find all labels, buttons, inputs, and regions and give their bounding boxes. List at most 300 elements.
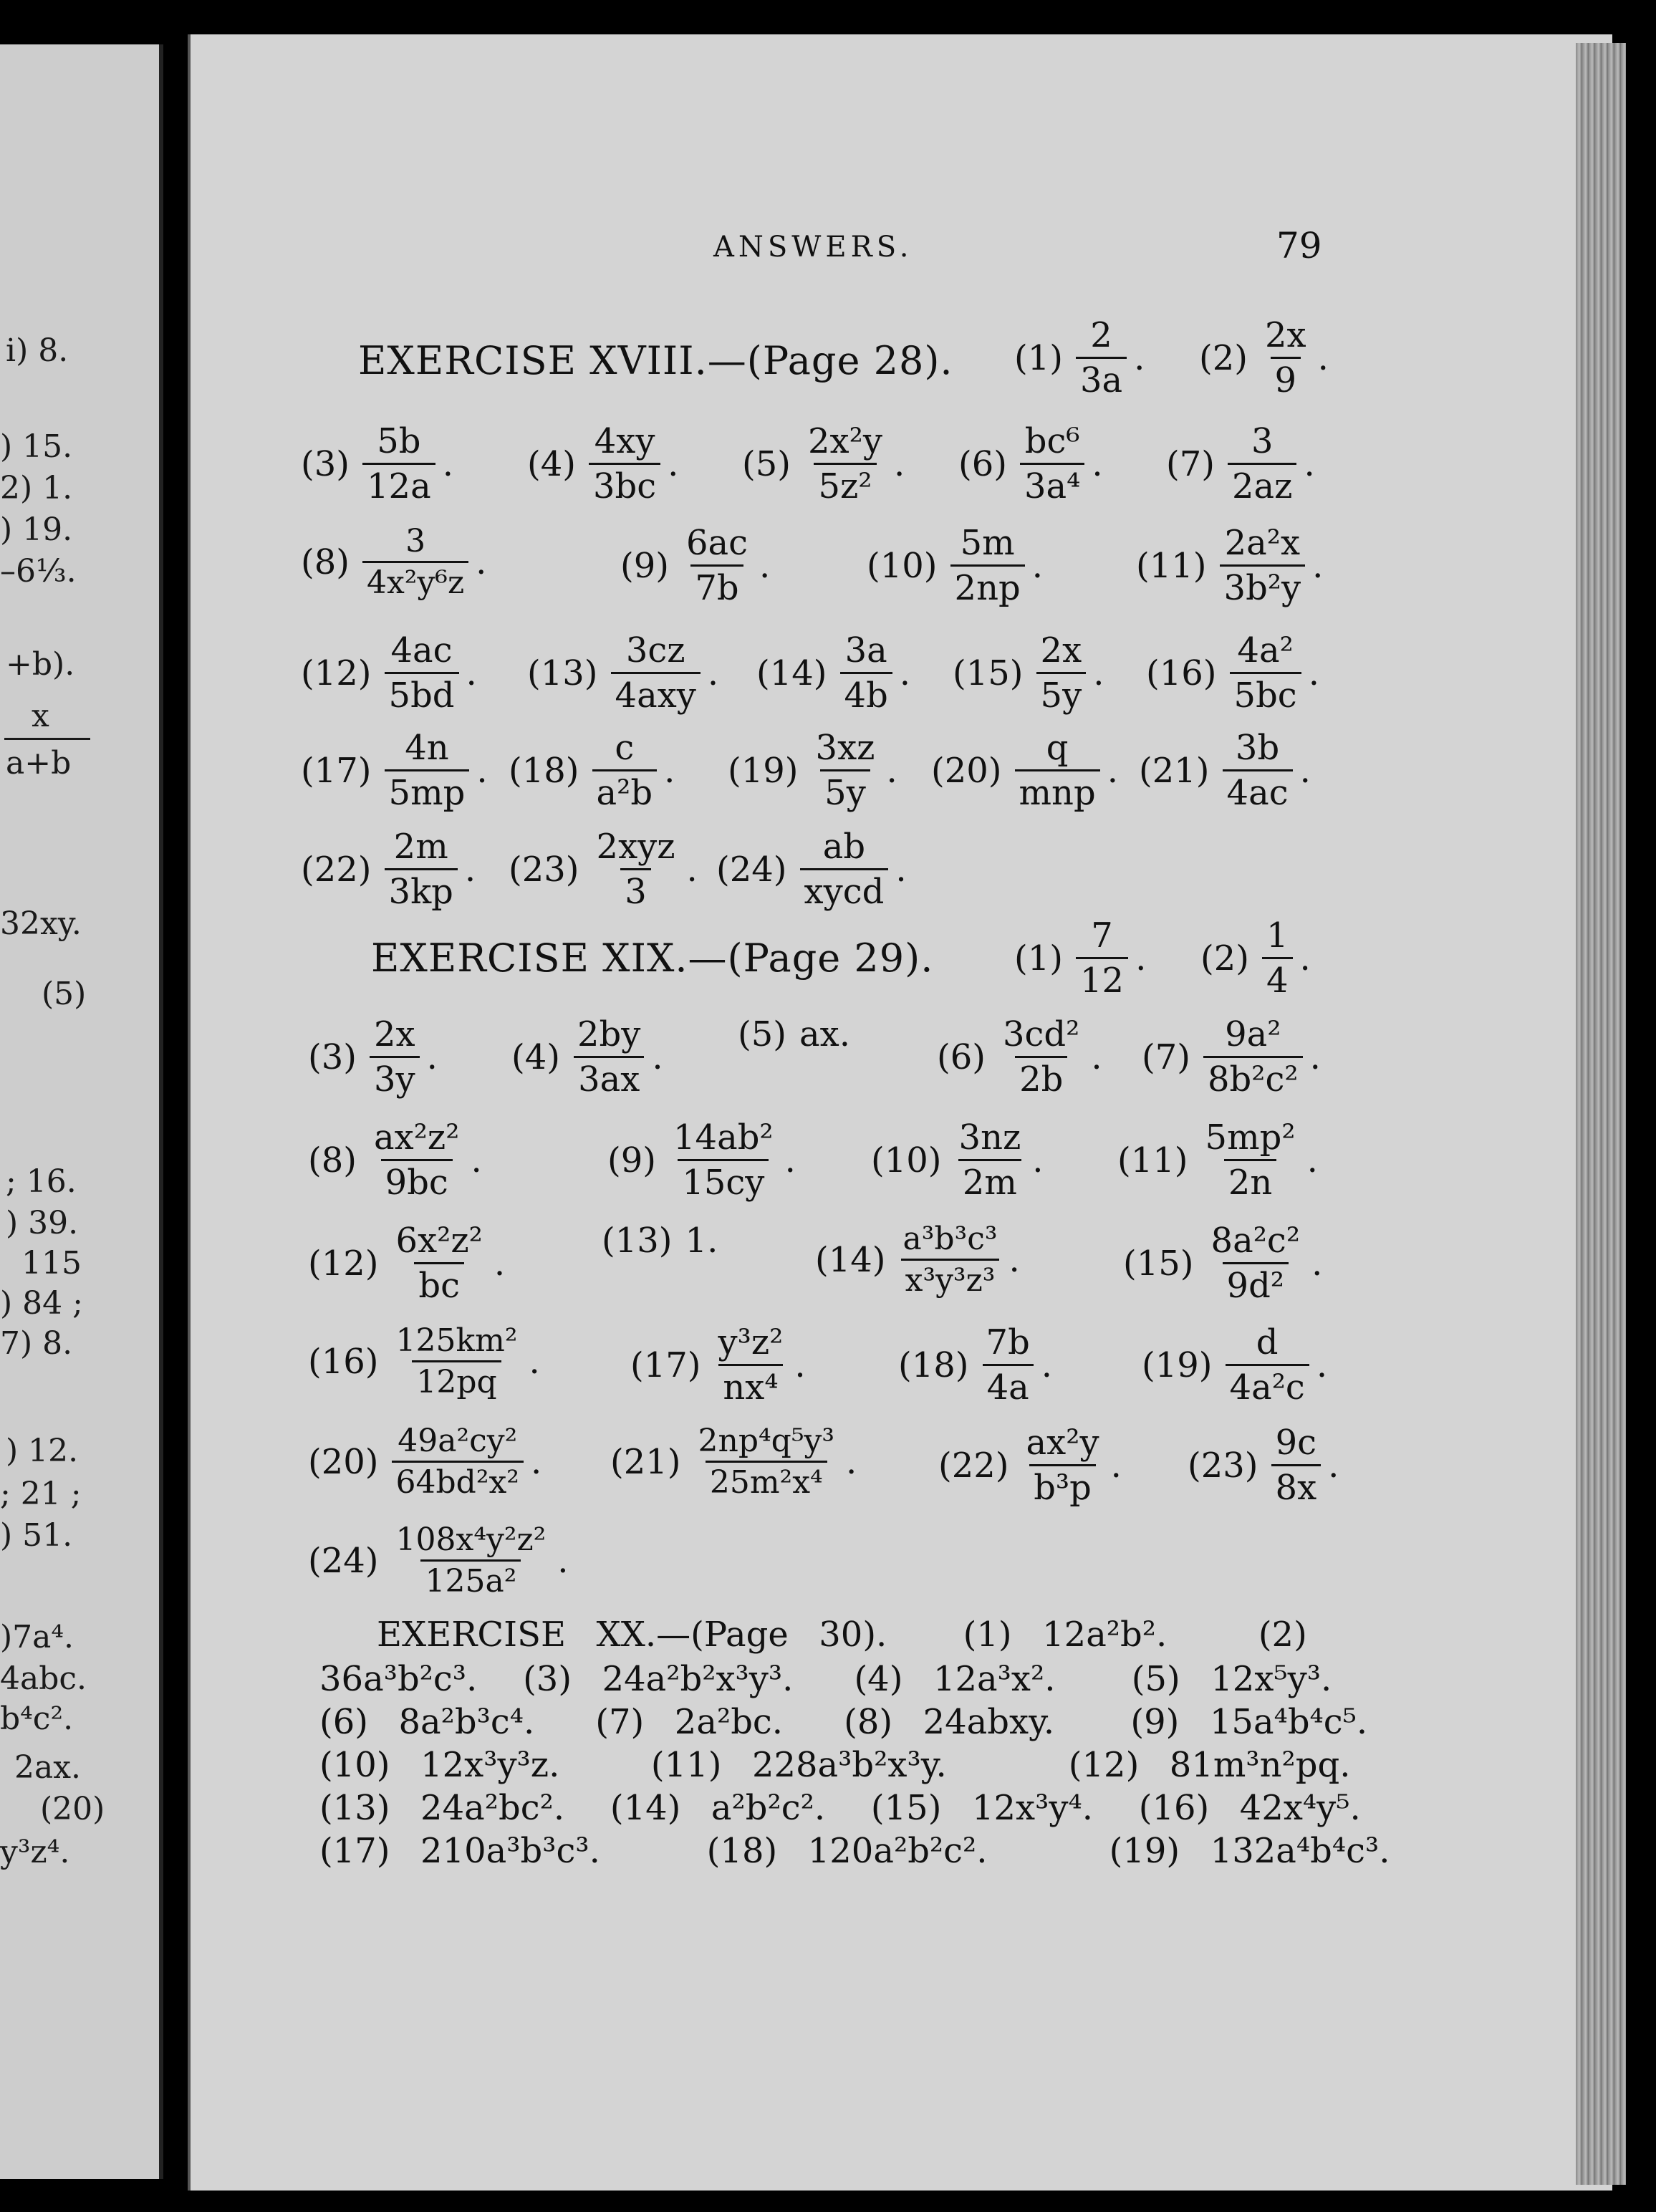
ex19-answer-22 <box>938 1423 1122 1508</box>
fraction-numerator: 2a²x <box>1224 523 1301 563</box>
fraction-numerator: 3nz <box>958 1117 1021 1158</box>
answer-number: (23) <box>1188 1445 1258 1486</box>
answer-fraction <box>800 827 889 912</box>
answer-number: (15) <box>1123 1243 1194 1284</box>
ex19-answer-24 <box>308 1521 569 1600</box>
left-fragment: a+b <box>6 745 72 782</box>
left-page-fragment <box>0 44 163 2179</box>
fraction-numerator: 7 <box>1091 915 1113 956</box>
answer-fraction <box>385 728 470 813</box>
fraction-numerator: 6ac <box>686 523 748 563</box>
fraction-numerator: 2m <box>393 827 448 867</box>
answer-value: ax. <box>799 1014 850 1054</box>
fraction-denominator: 4 <box>1262 957 1293 1001</box>
ex19-answer-14 <box>815 1221 1020 1299</box>
fraction-denominator: 12a <box>362 463 435 506</box>
answer-fraction <box>982 1322 1034 1408</box>
answer-period: . <box>794 1345 806 1385</box>
left-fragment: ; 16. <box>6 1163 77 1200</box>
answer-fraction <box>1076 915 1128 1001</box>
ex18-answer-15 <box>953 630 1104 716</box>
fraction-numerator: 4xy <box>594 421 655 461</box>
fraction-numerator: 3 <box>405 523 426 559</box>
fraction-denominator: 5y <box>820 769 870 813</box>
answer-number: (24) <box>308 1540 379 1581</box>
fraction-denominator: 2m <box>958 1159 1021 1203</box>
ex18-answer-3 <box>301 421 453 506</box>
answer-period: . <box>1092 443 1103 484</box>
ex19-answer-18 <box>898 1322 1052 1408</box>
answer-number: (3) <box>308 1037 357 1077</box>
fraction-denominator: 5bc <box>1230 672 1301 716</box>
fraction-denominator: 4ac <box>1223 769 1293 813</box>
fraction-denominator: 2b <box>1015 1056 1067 1100</box>
fraction-denominator: 2np <box>950 564 1025 608</box>
answer-number: (12) <box>301 653 372 693</box>
answer-fraction <box>950 523 1025 608</box>
left-fragment: 4abc. <box>0 1660 87 1697</box>
answer-fraction <box>1220 523 1306 608</box>
page-number: 79 <box>1276 225 1322 266</box>
answer-number: (23) <box>509 849 579 890</box>
left-fragment: x <box>32 698 49 734</box>
answer-number: (19) <box>728 750 799 791</box>
answer-period: . <box>476 542 487 582</box>
fraction-numerator: 125km² <box>395 1322 518 1359</box>
ex18-answer-2 <box>1199 315 1329 400</box>
fraction-numerator: 5mp² <box>1205 1117 1296 1158</box>
answer-period: . <box>426 1037 438 1077</box>
ex19-answer-8 <box>308 1117 482 1203</box>
answer-period: . <box>557 1540 569 1581</box>
fraction-numerator: 3 <box>1251 421 1274 461</box>
answer-number: (21) <box>610 1441 681 1482</box>
ex18-answer-24 <box>716 827 907 912</box>
fraction-numerator: ax²z² <box>374 1117 460 1158</box>
fraction-numerator: 3a <box>844 630 887 670</box>
exercise-18-heading: EXERCISE XVIII.—(Page 28). <box>358 338 953 383</box>
answer-fraction <box>682 523 752 608</box>
answer-number: (22) <box>301 849 372 890</box>
fraction-numerator: ax²y <box>1026 1423 1099 1463</box>
answer-number: (7) <box>1142 1037 1190 1077</box>
ex19-answer-9 <box>607 1117 796 1203</box>
answer-number: (18) <box>509 750 579 791</box>
fraction-numerator: 9c <box>1275 1423 1317 1463</box>
fraction-numerator: 2x <box>374 1014 415 1054</box>
left-fragment: b⁴c². <box>0 1701 74 1737</box>
answer-period: . <box>1317 337 1329 378</box>
answer-fraction <box>385 630 459 716</box>
ex18-answer-14 <box>756 630 910 716</box>
answer-period: . <box>1008 1239 1020 1280</box>
ex18-answer-17 <box>301 728 488 813</box>
answer-period: . <box>1311 1243 1323 1284</box>
left-fragment: 32xy. <box>0 905 82 942</box>
fraction-denominator: 3bc <box>589 463 660 506</box>
left-fragment: (5) <box>42 976 87 1012</box>
answer-fraction <box>1230 630 1301 716</box>
answer-fraction <box>1020 421 1084 506</box>
answer-period: . <box>686 849 698 890</box>
answer-period: . <box>442 443 453 484</box>
answer-period: . <box>886 750 897 791</box>
fraction-numerator: 6x²z² <box>395 1221 483 1261</box>
fraction-denominator: 3ax <box>574 1056 644 1100</box>
answer-number: (5) <box>738 1014 786 1054</box>
answer-fraction <box>385 827 458 912</box>
answer-number: (12) <box>308 1243 379 1284</box>
answer-fraction <box>1022 1423 1104 1508</box>
fraction-numerator: 7b <box>986 1322 1030 1362</box>
ex19-answer-6 <box>937 1014 1102 1100</box>
answer-number: (1) <box>1014 938 1063 978</box>
answer-number: (14) <box>815 1239 886 1280</box>
answer-number: (6) <box>958 443 1007 484</box>
ex18-answer-22 <box>301 827 476 912</box>
answer-fraction <box>370 1117 463 1203</box>
answer-period: . <box>1032 1140 1044 1180</box>
ex18-answer-10 <box>867 523 1043 608</box>
ex18-answer-9 <box>620 523 770 608</box>
answer-number: (8) <box>308 1140 357 1180</box>
ex19-answer-16 <box>308 1322 540 1400</box>
fraction-denominator: 3 <box>620 868 651 912</box>
fraction-denominator: 64bd²x² <box>392 1461 524 1501</box>
answer-number: (9) <box>620 545 669 586</box>
answer-period: . <box>471 1140 482 1180</box>
answer-number: (2) <box>1200 938 1249 978</box>
answer-number: (3) <box>301 443 350 484</box>
fraction-denominator: 5bd <box>385 672 459 716</box>
answer-period: . <box>1299 750 1311 791</box>
answer-number: (13) <box>527 653 598 693</box>
answer-period: . <box>1091 1037 1102 1077</box>
answer-fraction <box>392 1221 487 1306</box>
answer-period: . <box>466 653 477 693</box>
fraction-denominator: 3a⁴ <box>1020 463 1084 506</box>
fraction-denominator: 2n <box>1224 1159 1276 1203</box>
answer-period: . <box>707 653 719 693</box>
answer-period: . <box>494 1243 506 1284</box>
fraction-numerator: 1 <box>1266 915 1289 956</box>
fraction-denominator: a²b <box>592 769 658 813</box>
fraction-numerator: 2np⁴q⁵y³ <box>698 1423 834 1459</box>
fraction-numerator: 9a² <box>1225 1014 1281 1054</box>
answer-fraction <box>812 728 880 813</box>
answer-fraction <box>804 421 887 506</box>
ex18-answer-20 <box>931 728 1118 813</box>
answer-fraction <box>1223 728 1293 813</box>
fraction-numerator: 49a²cy² <box>398 1423 518 1459</box>
answer-number: (17) <box>301 750 372 791</box>
left-fragment: 2ax. <box>14 1749 82 1786</box>
ex18-answer-21 <box>1139 728 1311 813</box>
left-fragment: ) 51. <box>0 1517 73 1554</box>
ex18-answer-12 <box>301 630 477 716</box>
left-fragment: ) 84 ; <box>0 1285 83 1322</box>
fraction-denominator: 4a <box>983 1364 1034 1408</box>
fraction-numerator: 8a²c² <box>1210 1221 1301 1261</box>
fraction-numerator: d <box>1256 1322 1279 1362</box>
fraction-numerator: ab <box>822 827 866 867</box>
answer-fraction <box>998 1014 1084 1100</box>
fraction-denominator: 3kp <box>385 868 458 912</box>
ex18-answer-23 <box>509 827 698 912</box>
left-fragment: ; 21 ; <box>0 1476 82 1512</box>
answer-period: . <box>1308 653 1319 693</box>
fraction-numerator: 4a² <box>1237 630 1294 670</box>
answer-period: . <box>1110 1445 1122 1486</box>
fraction-numerator: 14ab² <box>673 1117 774 1158</box>
answer-fraction <box>392 1521 551 1600</box>
fraction-numerator: 2x²y <box>808 421 882 461</box>
answer-number: (22) <box>938 1445 1009 1486</box>
answer-fraction <box>1207 1221 1305 1306</box>
answer-period: . <box>529 1341 540 1382</box>
answer-number: (4) <box>527 443 576 484</box>
fraction-numerator: 4ac <box>390 630 453 670</box>
answer-fraction <box>370 1014 420 1100</box>
fraction-denominator: 15cy <box>678 1159 769 1203</box>
left-fragment: 115 <box>21 1245 82 1281</box>
fraction-numerator: 2by <box>577 1014 641 1054</box>
ex19-answer-10 <box>871 1117 1044 1203</box>
answer-fraction <box>392 1423 524 1501</box>
left-fragment: (20) <box>40 1791 105 1827</box>
answer-period: . <box>845 1441 857 1482</box>
ex19-answer-4 <box>511 1014 663 1100</box>
answer-period: . <box>668 443 679 484</box>
fraction-denominator: 125a² <box>420 1559 521 1600</box>
answer-fraction <box>669 1117 778 1203</box>
left-fragment: y³z⁴. <box>0 1834 70 1870</box>
ex18-answer-6 <box>958 421 1103 506</box>
answer-period: . <box>1316 1345 1328 1385</box>
fraction-denominator: 9bc <box>381 1159 453 1203</box>
answer-period: . <box>476 750 488 791</box>
exercise-20-heading-line: EXERCISE XX.—(Page 30). (1) 12a²b². (2) <box>377 1615 1307 1655</box>
answer-fraction <box>1036 630 1087 716</box>
ex19-answer-21 <box>610 1423 857 1501</box>
fraction-denominator: nx⁴ <box>718 1364 782 1408</box>
fraction-denominator: 5mp <box>385 769 470 813</box>
answer-value: 1. <box>685 1221 718 1261</box>
left-fragment: 2) 1. <box>0 470 73 506</box>
ex18-answer-13 <box>527 630 718 716</box>
fraction-denominator: xycd <box>800 868 889 912</box>
answer-period: . <box>1031 545 1043 586</box>
ex18-answer-1 <box>1014 315 1145 400</box>
fraction-numerator: 3b <box>1235 728 1280 768</box>
ex19-answer-17 <box>630 1322 806 1408</box>
ex19-answer-20 <box>308 1423 541 1501</box>
fraction-denominator: 3a <box>1076 357 1127 400</box>
fraction-denominator: 8x <box>1271 1464 1322 1508</box>
answer-number: (21) <box>1139 750 1210 791</box>
fraction-denominator: 25m²x⁴ <box>706 1461 827 1501</box>
answer-period: . <box>899 653 911 693</box>
fraction-denominator: 4a²c <box>1226 1364 1309 1408</box>
answer-fraction <box>392 1322 522 1400</box>
ex19-answer-11 <box>1117 1117 1318 1203</box>
answer-number: (4) <box>511 1037 560 1077</box>
ex18-answer-19 <box>728 728 897 813</box>
fraction-denominator: b³p <box>1029 1464 1096 1508</box>
fraction-denominator: 5y <box>1036 672 1087 716</box>
answer-period: . <box>1328 1445 1339 1486</box>
answer-period: . <box>1134 337 1145 378</box>
answer-fraction <box>840 630 892 716</box>
exercise-20-answer-line: (10) 12x³y³z. (11) 228a³b²x³y. (12) 81m³n²pq. <box>319 1745 1351 1785</box>
answer-number: (18) <box>898 1345 969 1385</box>
left-fragment: i) 8. <box>6 332 69 369</box>
answer-fraction <box>589 421 660 506</box>
answer-period: . <box>1304 443 1315 484</box>
ex19-answer-23 <box>1188 1423 1339 1508</box>
answer-number: (7) <box>1166 443 1215 484</box>
answer-number: (13) <box>602 1221 673 1261</box>
fraction-numerator: a³b³c³ <box>902 1221 998 1257</box>
fraction-denominator: 9d² <box>1223 1262 1289 1306</box>
answer-fraction <box>1076 315 1127 400</box>
ex19-answer-19 <box>1142 1322 1327 1408</box>
answer-period: . <box>530 1441 542 1482</box>
answer-fraction <box>592 728 658 813</box>
fraction-numerator: 5m <box>960 523 1015 563</box>
answer-period: . <box>759 545 771 586</box>
answer-number: (8) <box>301 542 350 582</box>
answer-number: (16) <box>1146 653 1217 693</box>
answer-period: . <box>1107 750 1118 791</box>
answer-number: (6) <box>937 1037 986 1077</box>
ex19-answer-3 <box>308 1014 438 1100</box>
answer-number: (16) <box>308 1341 379 1382</box>
exercise-20-answer-line: (17) 210a³b³c³. (18) 120a²b²c². (19) 132a⁴b⁴c³. <box>319 1831 1390 1871</box>
ex19-answer-7 <box>1142 1014 1321 1100</box>
left-fragment: +b). <box>6 646 75 683</box>
ex18-answer-18 <box>509 728 675 813</box>
left-fragment: ) 15. <box>0 428 73 465</box>
exercise-19-heading: EXERCISE XIX.—(Page 29). <box>371 936 934 981</box>
answer-period: . <box>464 849 476 890</box>
ex19-answer-12 <box>308 1221 505 1306</box>
answer-period: . <box>784 1140 796 1180</box>
fraction-denominator: 7b <box>690 564 743 608</box>
ex18-answer-5 <box>742 421 905 506</box>
ex19-answer-2 <box>1200 915 1311 1001</box>
fraction-numerator: 3cz <box>625 630 685 670</box>
left-fragment: ) 39. <box>6 1205 79 1241</box>
left-fragment: )7a⁴. <box>0 1619 74 1655</box>
fraction-numerator: 3xz <box>815 728 875 768</box>
fraction-numerator: 3cd² <box>1003 1014 1080 1054</box>
fraction-denominator: mnp <box>1015 769 1100 813</box>
answer-period: . <box>1299 938 1311 978</box>
page-edge-texture <box>1576 43 1626 2185</box>
fraction-denominator: 4b <box>840 672 892 716</box>
ex18-answer-16 <box>1146 630 1319 716</box>
answer-fraction <box>1015 728 1100 813</box>
fraction-numerator: 108x⁴y²z² <box>395 1521 547 1558</box>
answer-number: (14) <box>756 653 827 693</box>
answer-fraction <box>1271 1423 1322 1508</box>
left-fragment: 7) 8. <box>0 1325 73 1362</box>
answer-period: . <box>1312 545 1324 586</box>
answer-number: (20) <box>931 750 1002 791</box>
answer-fraction <box>1262 915 1293 1001</box>
fraction-denominator: 8b²c² <box>1203 1056 1303 1100</box>
ex18-answer-4 <box>527 421 678 506</box>
answer-period: . <box>895 849 907 890</box>
answer-number: (10) <box>867 545 938 586</box>
answer-number: (20) <box>308 1441 379 1482</box>
ex19-answer-1 <box>1014 915 1146 1001</box>
fraction-denominator: 4x²y⁶z <box>362 561 468 601</box>
answer-fraction <box>1228 421 1296 506</box>
answer-period: . <box>1309 1037 1321 1077</box>
fraction-numerator: 4n <box>405 728 449 768</box>
answer-number: (2) <box>1199 337 1248 378</box>
exercise-20-answer-line: 36a³b²c³. (3) 24a²b²x³y³. (4) 12a³x². (5) 12x⁵y³. <box>319 1659 1332 1699</box>
fraction-denominator: 12pq <box>412 1360 501 1400</box>
fraction-numerator: 2xyz <box>596 827 675 867</box>
answer-period: . <box>1093 653 1104 693</box>
ex18-answer-8 <box>301 523 486 601</box>
fraction-numerator: 2 <box>1090 315 1112 355</box>
fraction-denominator: 9 <box>1271 357 1301 400</box>
answer-fraction <box>955 1117 1026 1203</box>
answer-number: (5) <box>742 443 791 484</box>
answer-period: . <box>893 443 905 484</box>
fraction-numerator: bc⁶ <box>1024 421 1080 461</box>
fraction-denominator: 2az <box>1228 463 1296 506</box>
answer-fraction <box>1203 1014 1303 1100</box>
left-fragment: ) 12. <box>6 1433 79 1469</box>
answer-fraction <box>362 421 435 506</box>
fraction-denominator: 3y <box>370 1056 420 1100</box>
fraction-numerator: c <box>615 728 635 768</box>
ex19-answer-5 <box>738 1014 850 1054</box>
ex18-answer-11 <box>1136 523 1323 608</box>
answer-fraction <box>592 827 680 912</box>
answer-fraction <box>1261 315 1311 400</box>
exercise-20-answer-line: (13) 24a²bc². (14) a²b²c². (15) 12x³y⁴. (16) 42x⁴y⁵. <box>319 1788 1361 1828</box>
left-fragment: ) 19. <box>0 511 73 548</box>
answer-number: (9) <box>607 1140 656 1180</box>
exercise-20-answer-line: (6) 8a²b³c⁴. (7) 2a²bc. (8) 24abxy. (9) 15a⁴b⁴c⁵. <box>319 1702 1368 1742</box>
answer-period: . <box>1041 1345 1053 1385</box>
left-fraction-bar <box>4 738 90 740</box>
answer-number: (1) <box>1014 337 1063 378</box>
answer-number: (17) <box>630 1345 701 1385</box>
fraction-numerator: y³z² <box>718 1322 784 1362</box>
answer-fraction <box>714 1322 788 1408</box>
fraction-denominator: 4axy <box>611 672 701 716</box>
answer-number: (19) <box>1142 1345 1213 1385</box>
answer-period: . <box>652 1037 663 1077</box>
fraction-denominator: 5z² <box>814 463 876 506</box>
ex18-answer-7 <box>1166 421 1315 506</box>
fraction-denominator: x³y³z³ <box>901 1259 1000 1299</box>
answer-number: (24) <box>716 849 787 890</box>
answer-period: . <box>1135 938 1147 978</box>
fraction-denominator: bc <box>414 1262 464 1306</box>
answer-number: (11) <box>1117 1140 1188 1180</box>
running-header: ANSWERS. <box>713 231 913 264</box>
ex19-answer-13 <box>602 1221 718 1261</box>
fraction-numerator: 2x <box>1265 315 1306 355</box>
